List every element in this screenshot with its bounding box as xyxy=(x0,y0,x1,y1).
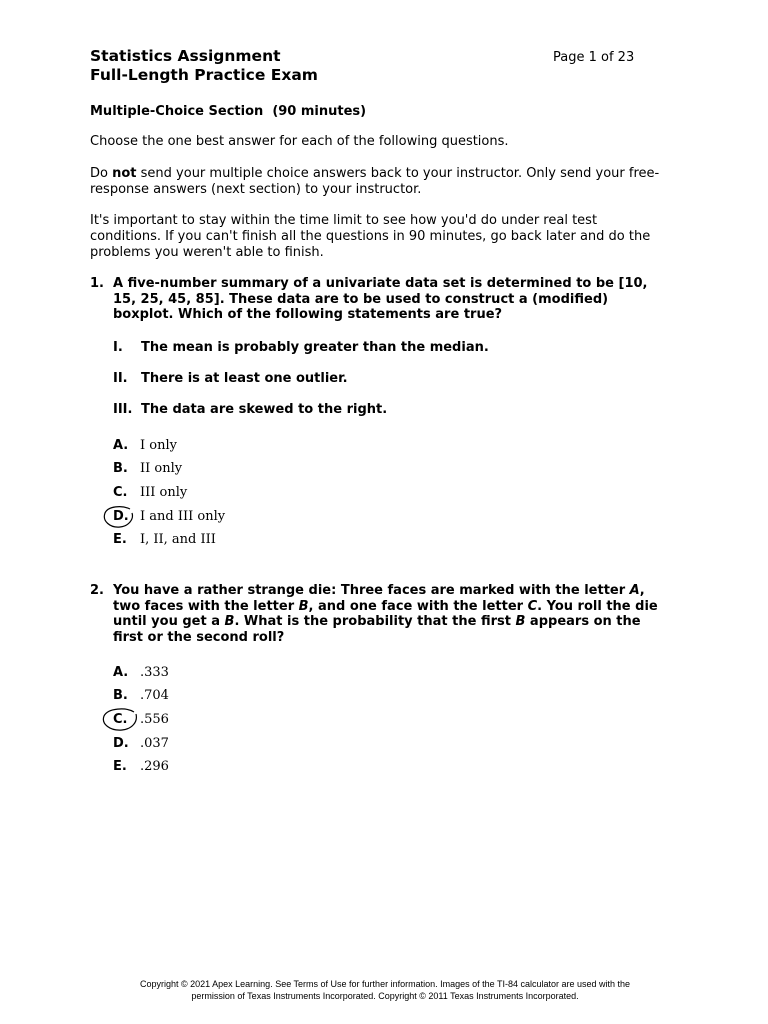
option-text: .556 xyxy=(140,712,169,727)
question-text-part: , and one face with the letter xyxy=(308,598,528,614)
option-text: II only xyxy=(140,461,183,476)
question-text-italic: A xyxy=(629,583,640,598)
question-text-part: . You roll the die until you get a xyxy=(113,598,658,629)
option-letter: A. xyxy=(113,665,129,680)
statement-3 xyxy=(113,402,387,417)
statement-numeral: I. xyxy=(113,340,123,355)
section-title: Multiple-Choice Section (90 minutes) xyxy=(90,104,367,119)
option-text: I and III only xyxy=(140,509,226,524)
option-letter: D. xyxy=(113,509,129,524)
q1-option-a[interactable] xyxy=(113,438,177,454)
copyright-footer xyxy=(100,978,670,1002)
option-text: I only xyxy=(140,438,177,453)
q1-option-e[interactable] xyxy=(113,532,216,548)
option-letter: C. xyxy=(113,712,128,727)
option-letter: D. xyxy=(113,736,129,751)
option-letter: E. xyxy=(113,532,127,547)
footer-line-1: Copyright © 2021 Apex Learning. See Terms of Use for further information. Images of the TI-84 calculator are used with the xyxy=(139,979,631,989)
statement-text: The mean is probably greater than the median. xyxy=(141,340,489,355)
statement-numeral: II. xyxy=(113,371,128,386)
option-text: .704 xyxy=(140,688,169,703)
question-2 xyxy=(90,583,660,645)
title-line-1: Statistics Assignment xyxy=(90,47,281,65)
option-letter: E. xyxy=(113,759,127,774)
q1-option-d[interactable] xyxy=(113,509,225,525)
question-1 xyxy=(90,276,660,323)
option-text: .037 xyxy=(140,736,169,751)
option-letter: C. xyxy=(113,485,128,500)
option-letter: B. xyxy=(113,688,128,703)
q2-option-a[interactable] xyxy=(113,665,169,681)
instruction-paragraph-2 xyxy=(90,166,660,198)
q2-option-b[interactable] xyxy=(113,688,169,704)
document-title xyxy=(90,47,318,85)
question-text-part: , two faces with the letter xyxy=(113,583,645,614)
question-text-italic: C xyxy=(527,598,538,614)
question-text-part: . What is the probability that the first xyxy=(234,614,516,629)
question-number: 1. xyxy=(90,276,104,291)
question-text-italic: B xyxy=(515,614,526,629)
instruction-text: Do xyxy=(90,166,113,181)
q2-option-e[interactable] xyxy=(113,759,169,775)
title-line-2: Full-Length Practice Exam xyxy=(90,66,318,84)
option-text: .296 xyxy=(140,759,169,774)
page-number: Page 1 of 23 xyxy=(553,50,635,65)
instruction-paragraph-1: Choose the one best answer for each of the following questions. xyxy=(90,134,509,149)
question-text-italic: B xyxy=(224,614,235,629)
question-text xyxy=(113,583,660,645)
statement-1 xyxy=(113,340,489,355)
statement-numeral: III. xyxy=(113,402,133,417)
statement-2 xyxy=(113,371,348,386)
instruction-text: send your multiple choice answers back to your instructor. Only send your free-response answers (next section) to your instructor. xyxy=(90,166,660,197)
question-number: 2. xyxy=(90,583,104,598)
option-text: .333 xyxy=(140,665,169,680)
question-text-part: appears on the first or the second roll? xyxy=(113,614,641,645)
footer-line-2: permission of Texas Instruments Incorporated. Copyright © 2011 Texas Instruments Incorporated. xyxy=(191,991,579,1001)
q2-option-d[interactable] xyxy=(113,736,169,752)
statement-text: There is at least one outlier. xyxy=(141,371,348,386)
question-text: A five-number summary of a univariate data set is determined to be [10, 15, 25, 45, 85]. These data are to be used to construct a (modified) boxplot. Which of the following statements are true? xyxy=(113,276,648,322)
option-text: III only xyxy=(140,485,188,500)
question-text-part: You have a rather strange die: Three faces are marked with the letter xyxy=(113,583,630,598)
q1-option-b[interactable] xyxy=(113,461,182,477)
q2-option-c[interactable] xyxy=(113,712,169,728)
statement-text: The data are skewed to the right. xyxy=(141,402,388,417)
option-text: I, II, and III xyxy=(140,532,216,547)
instruction-paragraph-3: It's important to stay within the time limit to see how you'd do under real test conditions. If you can't finish all the questions in 90 minutes, go back later and do the problems you weren't able to finish. xyxy=(90,213,651,260)
option-letter: B. xyxy=(113,461,128,476)
q1-option-c[interactable] xyxy=(113,485,187,501)
option-letter: A. xyxy=(113,438,129,453)
question-text-italic: B xyxy=(298,598,309,614)
instruction-emphasis: not xyxy=(112,166,137,181)
